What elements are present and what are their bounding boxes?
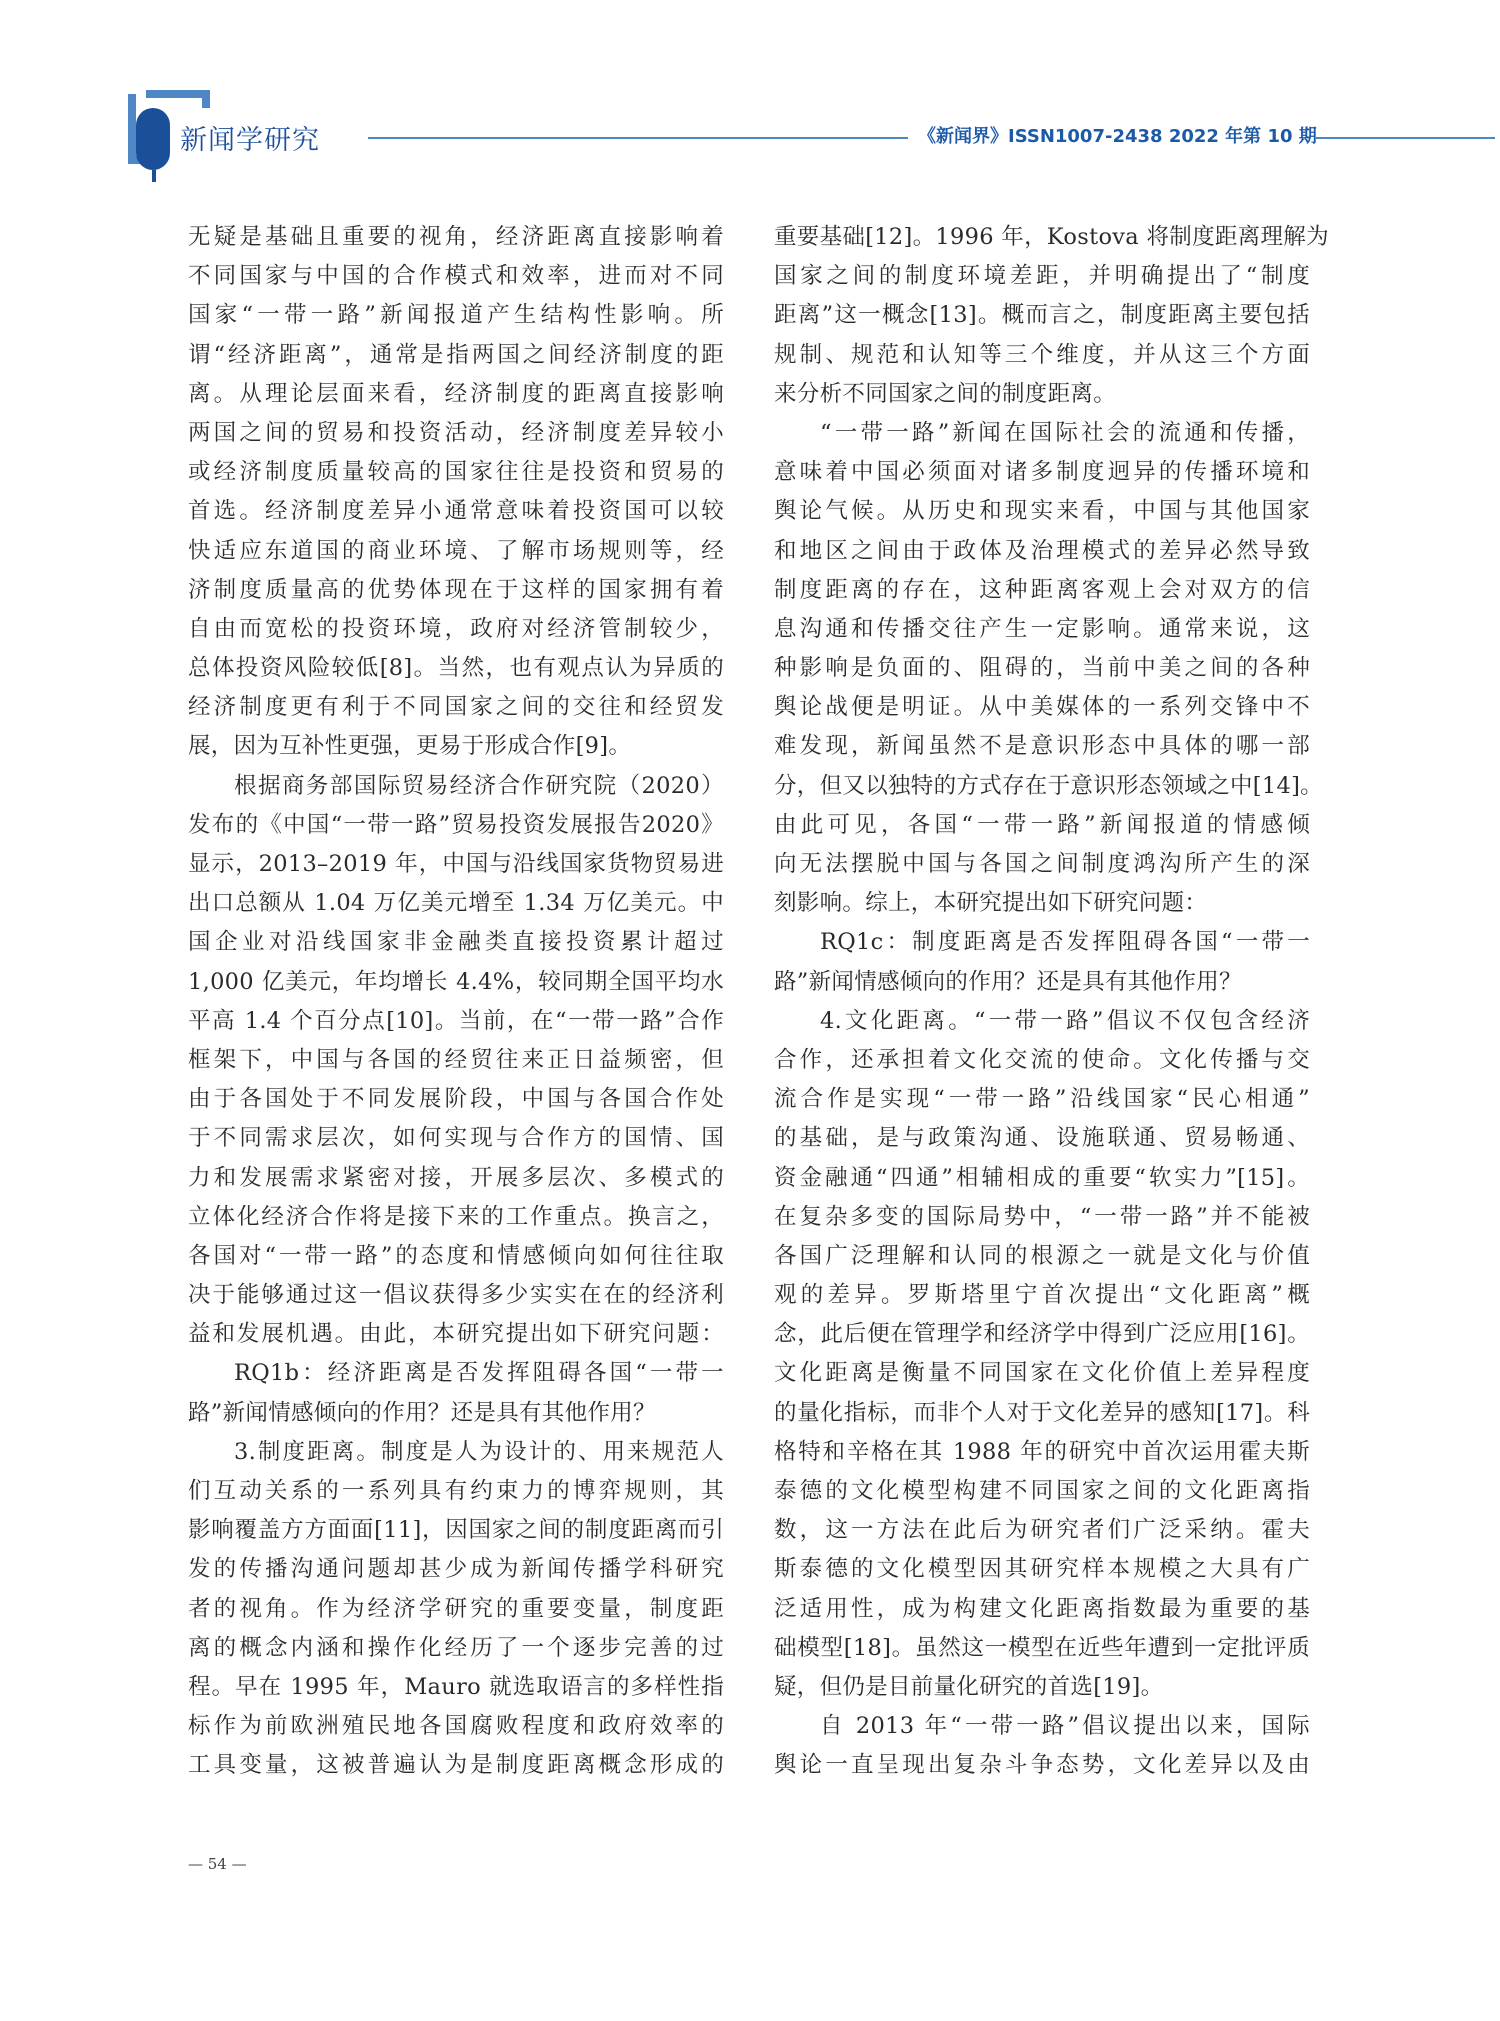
text-line: 框架下，中国与各国的经贸往来正日益频密，但 (188, 1046, 724, 1073)
text-line: 济制度质量高的优势体现在于这样的国家拥有着 (188, 576, 724, 603)
text-line: 程。早在 1995 年，Mauro 就选取语言的多样性指 (188, 1673, 724, 1700)
text-line: 舆论气候。从历史和现实来看，中国与其他国家 (774, 498, 1310, 525)
text-line: 出口总额从 1.04 万亿美元增至 1.34 万亿美元。中 (188, 890, 724, 917)
text-line: 离的概念内涵和操作化经历了一个逐步完善的过 (188, 1634, 724, 1661)
text-line: 文化距离是衡量不同国家在文化价值上差异程度 (774, 1360, 1310, 1387)
text-line: 由于各国处于不同发展阶段，中国与各国合作处 (188, 1086, 724, 1113)
page-number: — 54 — (188, 1855, 247, 1873)
text-line: 分，但又以独特的方式存在于意识形态领域之中[14]。 (774, 772, 1323, 799)
text-line: 难发现，新闻虽然不是意识形态中具体的哪一部 (774, 733, 1310, 760)
text-line: 础模型[18]。虽然这一模型在近些年遭到一定批评质 (774, 1634, 1310, 1661)
text-line: 种影响是负面的、阻碍的，当前中美之间的各种 (774, 655, 1310, 682)
text-line: 总体投资风险较低[8]。当然，也有观点认为异质的 (188, 655, 724, 682)
text-line: 舆论一直呈现出复杂斗争态势，文化差异以及由 (774, 1752, 1310, 1779)
journal-info: 《新闻界》ISSN1007-2438 2022 年第 10 期 (918, 126, 1317, 147)
text-line: 由此可见，各国“一带一路”新闻报道的情感倾 (774, 811, 1310, 838)
text-line: 息沟通和传播交往产生一定影响。通常来说，这 (774, 615, 1310, 642)
text-line: 和地区之间由于政体及治理模式的差异必然导致 (774, 537, 1310, 564)
header-rule-left (368, 137, 908, 139)
text-line: 自由而宽松的投资环境，政府对经济管制较少， (188, 615, 724, 642)
text-line: 发的传播沟通问题却甚少成为新闻传播学科研究 (188, 1556, 724, 1583)
text-line: 国企业对沿线国家非金融类直接投资累计超过 (188, 929, 724, 956)
left-text-column (188, 218, 724, 1786)
text-line: 各国广泛理解和认同的根源之一就是文化与价值 (774, 1242, 1310, 1269)
text-line: 资金融通“四通”相辅相成的重要“软实力”[15]。 (774, 1164, 1310, 1191)
text-line: 重要基础[12]。1996 年，Kostova 将制度距离理解为 (774, 224, 1329, 250)
text-line: 斯泰德的文化模型因其研究样本规模之大具有广 (774, 1556, 1310, 1583)
text-line: 无疑是基础且重要的视角，经济距离直接影响着 (188, 224, 724, 250)
text-line: 念，此后便在管理学和经济学中得到广泛应用[16]。 (774, 1321, 1310, 1348)
text-line: 谓“经济距离”，通常是指两国之间经济制度的距 (188, 341, 724, 368)
text-line: 距离”这一概念[13]。概而言之，制度距离主要包括 (774, 302, 1310, 329)
text-line: 来分析不同国家之间的制度距离。 (774, 380, 1117, 407)
text-line: 3.制度距离。制度是人为设计的、用来规范人 (234, 1438, 724, 1465)
text-line: 显示，2013–2019 年，中国与沿线国家货物贸易进 (188, 851, 724, 877)
text-line: 1,000 亿美元，年均增长 4.4%，较同期全国平均水 (188, 968, 724, 995)
text-line: 者的视角。作为经济学研究的重要变量，制度距 (188, 1595, 724, 1622)
text-line: 疑，但仍是目前量化研究的首选[19]。 (774, 1673, 1164, 1700)
text-line: “一带一路”新闻在国际社会的流通和传播， (820, 419, 1310, 446)
text-line: 规制、规范和认知等三个维度，并从这三个方面 (774, 341, 1310, 368)
text-line: 泰德的文化模型构建不同国家之间的文化距离指 (774, 1478, 1310, 1504)
text-line: 各国对“一带一路”的态度和情感倾向如何往往取 (188, 1242, 724, 1269)
text-line: 经济制度更有利于不同国家之间的交往和经贸发 (188, 694, 724, 721)
text-line: RQ1b：经济距离是否发挥阻碍各国“一带一 (234, 1360, 724, 1387)
text-line: 的基础，是与政策沟通、设施联通、贸易畅通、 (774, 1125, 1310, 1152)
text-line: 数，这一方法在此后为研究者们广泛采纳。霍夫 (774, 1517, 1310, 1544)
text-line: 刻影响。综上，本研究提出如下研究问题： (774, 890, 1208, 917)
text-line: 向无法摆脱中国与各国之间制度鸿沟所产生的深 (774, 851, 1310, 877)
text-line: RQ1c：制度距离是否发挥阻碍各国“一带一 (820, 929, 1310, 956)
text-line: 流合作是实现“一带一路”沿线国家“民心相通” (774, 1086, 1310, 1113)
text-line: 决于能够通过这一倡议获得多少实实在在的经济利 (188, 1282, 724, 1309)
text-line: 制度距离的存在，这种距离客观上会对双方的信 (774, 576, 1310, 603)
text-line: 两国之间的贸易和投资活动，经济制度差异较小 (188, 419, 724, 446)
text-line: 首选。经济制度差异小通常意味着投资国可以较 (188, 498, 724, 525)
header-rule-right (1315, 137, 1495, 139)
text-line: 国家之间的制度环境差距，并明确提出了“制度 (774, 263, 1310, 290)
section-title: 新闻学研究 (180, 125, 320, 156)
text-line: 自 2013 年“一带一路”倡议提出以来，国际 (820, 1713, 1310, 1740)
right-text-column (774, 218, 1329, 1786)
text-line: 舆论战便是明证。从中美媒体的一系列交锋中不 (774, 694, 1310, 721)
text-line: 泛适用性，成为构建文化距离指数最为重要的基 (774, 1595, 1310, 1622)
text-line: 国家“一带一路”新闻报道产生结构性影响。所 (188, 302, 724, 329)
text-line: 路”新闻情感倾向的作用？还是具有其他作用？ (188, 1399, 656, 1426)
text-line: 格特和辛格在其 1988 年的研究中首次运用霍夫斯 (774, 1438, 1310, 1465)
text-line: 益和发展机遇。由此，本研究提出如下研究问题： (188, 1321, 724, 1348)
text-line: 立体化经济合作将是接下来的工作重点。换言之， (188, 1203, 724, 1230)
text-line: 们互动关系的一系列具有约束力的博弈规则，其 (188, 1478, 724, 1504)
text-line: 标作为前欧洲殖民地各国腐败程度和政府效率的 (188, 1713, 724, 1740)
text-line: 影响覆盖方方面面[11]，因国家之间的制度距离而引 (188, 1517, 724, 1544)
text-line: 离。从理论层面来看，经济制度的距离直接影响 (188, 380, 724, 407)
text-line: 或经济制度质量较高的国家往往是投资和贸易的 (188, 459, 724, 486)
text-line: 展，因为互补性更强，更易于形成合作[9]。 (188, 733, 632, 760)
text-line: 快适应东道国的商业环境、了解市场规则等，经 (188, 537, 724, 564)
text-line: 平高 1.4 个百分点[10]。当前，在“一带一路”合作 (188, 1007, 724, 1034)
text-line: 发布的《中国“一带一路”贸易投资发展报告2020》 (188, 811, 724, 838)
text-line: 根据商务部国际贸易经济合作研究院（2020） (234, 772, 724, 799)
text-line: 于不同需求层次，如何实现与合作方的国情、国 (188, 1125, 724, 1152)
text-line: 不同国家与中国的合作模式和效率，进而对不同 (188, 263, 724, 290)
text-line: 工具变量，这被普遍认为是制度距离概念形成的 (188, 1752, 724, 1779)
text-line: 力和发展需求紧密对接，开展多层次、多模式的 (188, 1164, 724, 1191)
text-line: 路”新闻情感倾向的作用？还是具有其他作用？ (774, 968, 1242, 995)
text-line: 观的差异。罗斯塔里宁首次提出“文化距离”概 (774, 1282, 1310, 1309)
text-line: 4.文化距离。“一带一路”倡议不仅包含经济 (820, 1007, 1310, 1034)
text-line: 的量化指标，而非个人对于文化差异的感知[17]。科 (774, 1399, 1310, 1426)
text-line: 意味着中国必须面对诸多制度迥异的传播环境和 (774, 459, 1310, 486)
text-line: 在复杂多变的国际局势中，“一带一路”并不能被 (774, 1203, 1310, 1230)
text-line: 合作，还承担着文化交流的使命。文化传播与交 (774, 1046, 1310, 1073)
